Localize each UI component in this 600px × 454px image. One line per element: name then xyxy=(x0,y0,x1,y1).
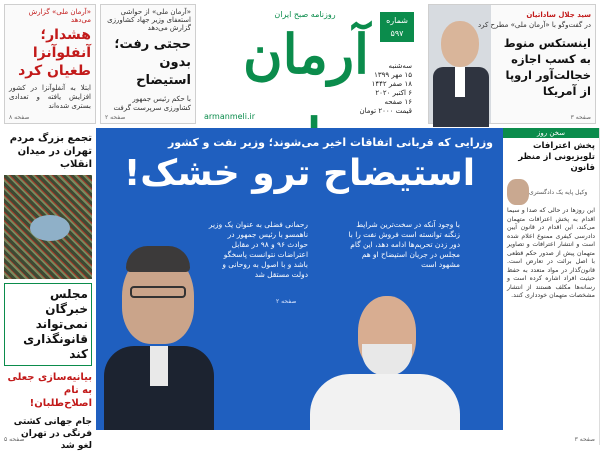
story-headline: هشدار؛ آنفلوآنزا طغیان کرد xyxy=(18,27,91,79)
news-box-influenza xyxy=(4,4,96,124)
portrait-shirt xyxy=(310,374,460,430)
story-body: ابتلا به آنفلوآنزا در کشور افزایش یافته و تعدادی بستری شده‌اند xyxy=(9,84,91,110)
right-column xyxy=(503,128,600,445)
minister-portrait-right xyxy=(310,296,460,430)
date-line: ۱۸ صفر ۱۴۴۲ xyxy=(371,80,412,88)
story-headline: تجمع بزرگ مردم تهران در میدان انقلاب xyxy=(9,133,92,170)
masthead-logo: آرمان xyxy=(242,22,370,86)
author-title: وکیل پایه یک دادگستری xyxy=(529,188,588,196)
masthead-subtitle: روزنامه صبح ایران xyxy=(274,10,336,19)
rally-photo xyxy=(4,175,92,279)
portrait-hair xyxy=(126,246,190,272)
date-line: ۱۵ مهر ۱۳۹۹ xyxy=(374,71,412,79)
story-headline: جام جهانی کشتی فرنگی در تهران لغو شد xyxy=(13,417,92,451)
monument-shape xyxy=(30,215,70,241)
issue-number: ۵۹۷ xyxy=(390,29,404,38)
story-kicker: سید جلال ساداتیان xyxy=(526,11,591,19)
page-reference: صفحه ۳ xyxy=(574,436,595,443)
lead-kicker: وزرایی که قربانی اتفاقات اخیر می‌شوند؛ وزیر نفت و کشور xyxy=(167,136,493,149)
lead-lede-left: رحمانی فضلی به عنوان یک وزیر ناهمسو با رئیس جمهور در حوادث ۹۶ و ۹۸ در مقابل اعتراضات نتوانست پاسخگو باشد و با اصول به روحانی و دولت مستقل شد xyxy=(208,220,308,279)
minister-portrait-left xyxy=(104,246,214,430)
column-body: این روزها در حالی که صدا و سیما اقدام به پخش اعترافات متهمان می‌کند، این اقدام در قانون آیین دادرسی کیفری ممنوع اعلام شده است و انتشار اعترافات و تصاویر متهمان پیش از صدور حکم قطعی با اصل برائت در تعارض است. قانون‌گذار در مواد متعدد به حفظ حیثیت افراد اشاره کرده است و رسانه‌ها مکلف هستند از انتشار مشخصات متهمان خودداری کنند. xyxy=(507,207,595,299)
author-block xyxy=(503,177,599,207)
story-body: با حکم رئیس جمهور کشاورزی سرپرست گرفت xyxy=(113,95,191,112)
news-box-khobregan xyxy=(4,283,92,366)
issue-label: شماره xyxy=(386,16,408,25)
lead-headline: استیضاح ترو خشک! xyxy=(123,153,476,194)
page-reference: صفحه ۳ xyxy=(570,114,591,121)
story-headline: مجلس خبرگان نمی‌تواند قانونگذاری کند xyxy=(23,287,88,361)
date-line: ۱۶ صفحه xyxy=(384,98,412,106)
page-reference: صفحه ۵ xyxy=(4,436,25,443)
section-tag: سخن روز xyxy=(503,128,599,138)
portrait-face xyxy=(441,21,479,67)
lead-story-banner xyxy=(96,128,503,430)
page-reference: صفحه ۸ xyxy=(9,114,30,121)
news-box-instex xyxy=(428,4,596,124)
portrait-shirt xyxy=(150,346,168,386)
story-sub-kicker: در گفت‌وگو با «آرمان ملی» مطرح کرد xyxy=(477,21,591,29)
date-line: ۶ اکتبر ۲۰۲۰ xyxy=(375,89,412,97)
story-headline: اینستکس منوط به کسب اجازه خجالت‌آور اروپا از آمریکا xyxy=(503,36,591,98)
column-headline: پخش اعترافات تلویزیونی از منظر قانون xyxy=(518,141,595,173)
lead-lede-right: با وجود آنکه در سخت‌ترین شرایط زنگنه توانسته است فروش نفت را با دور زدن تحریم‌ها ادامه دهد، این گام مجلس در جریان استیضاح او هم مشهود است xyxy=(348,220,460,269)
left-column xyxy=(0,128,96,451)
story-headline: بیانیه‌سازی جعلی به نام اصلاح‌طلبان! xyxy=(7,372,92,409)
story-kicker: «آرمان ملی» گزارش می‌دهد xyxy=(28,8,91,24)
date-block xyxy=(350,62,412,116)
website-url[interactable]: armanmeli.ir xyxy=(204,112,256,121)
page-reference: صفحه ۲ xyxy=(276,298,297,305)
story-headline: حجتی رفت؛ بدون استیضاح xyxy=(114,37,191,88)
date-line: سه‌شنبه xyxy=(388,62,412,70)
portrait-shirt xyxy=(455,67,465,97)
masthead xyxy=(200,4,412,124)
page-reference: صفحه ۲ xyxy=(105,114,126,121)
glasses-icon xyxy=(130,286,186,298)
date-line: قیمت ۲۰۰۰ تومان xyxy=(359,107,412,115)
news-box-hojjati xyxy=(100,4,196,124)
author-avatar xyxy=(507,179,529,205)
issue-box xyxy=(380,12,414,42)
portrait-beard xyxy=(362,344,412,376)
story-kicker: «آرمان ملی» از حواشی استعفای وزیر جهاد کشاورزی گزارش می‌دهد xyxy=(107,8,191,32)
